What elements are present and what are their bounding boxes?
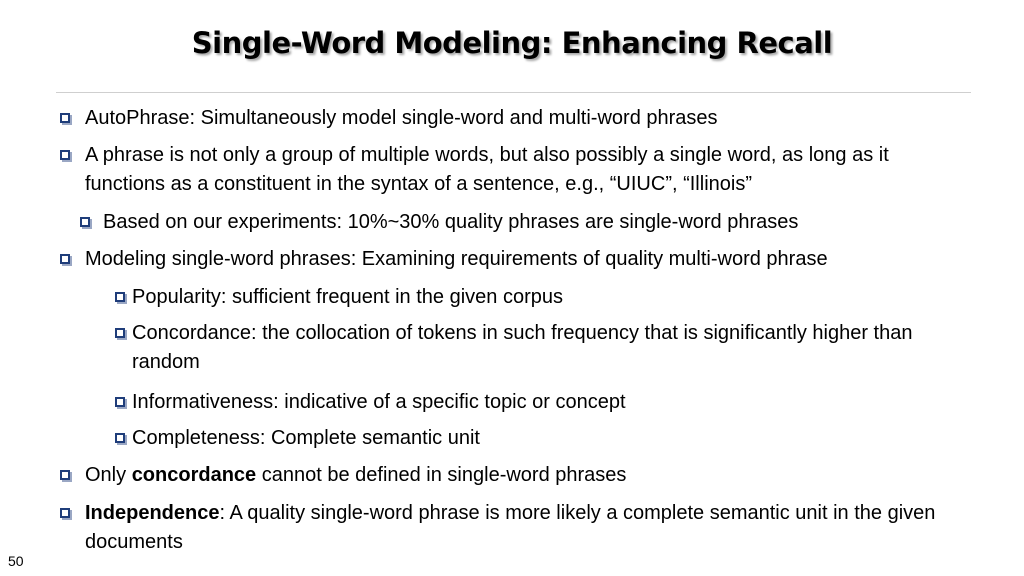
bullet-item [115, 319, 945, 377]
bullet-text: A phrase is not only a group of multiple words, but also possibly a single word, as long as it functions as a constituent in the syntax of a sentence, e.g., “UIUC”, “Illinois” [85, 144, 889, 195]
checkbox-bullet-icon [60, 113, 70, 123]
slide-title: Single-Word Modeling: Enhancing Recall [191, 26, 833, 60]
title-divider [56, 92, 971, 93]
bullet-text: AutoPhrase: Simultaneously model single-word and multi-word phrases [85, 107, 718, 129]
checkbox-bullet-icon [60, 508, 70, 518]
bullet-text-pre: Only [85, 464, 132, 486]
bullet-text: Completeness: Complete semantic unit [132, 427, 480, 449]
bullet-item [60, 245, 1000, 274]
bullet-text: Informativeness: indicative of a specific topic or concept [132, 391, 626, 413]
bullet-text-post: cannot be defined in single-word phrases [256, 464, 627, 486]
bullet-text: Concordance: the collocation of tokens in such frequency that is significantly higher than random [132, 322, 913, 373]
checkbox-bullet-icon [60, 150, 70, 160]
bullet-text-bold: Independence [85, 502, 220, 524]
bullet-text: Modeling single-word phrases: Examining requirements of quality multi-word phrase [85, 248, 828, 270]
bullet-item [60, 461, 990, 490]
bullet-text-post: : A quality single-word phrase is more likely a complete semantic unit in the given documents [85, 502, 936, 553]
bullet-item [115, 424, 975, 453]
checkbox-bullet-icon [80, 217, 90, 227]
checkbox-bullet-icon [115, 292, 125, 302]
bullet-item [60, 104, 990, 133]
bullet-text [85, 461, 626, 490]
checkbox-bullet-icon [115, 433, 125, 443]
checkbox-bullet-icon [60, 254, 70, 264]
bullet-item [60, 141, 940, 199]
bullet-item [115, 388, 975, 417]
checkbox-bullet-icon [115, 328, 125, 338]
checkbox-bullet-icon [115, 397, 125, 407]
bullet-item [115, 283, 975, 312]
bullet-item [80, 208, 980, 237]
checkbox-bullet-icon [60, 470, 70, 480]
bullet-text-bold: concordance [131, 464, 257, 486]
bullet-item [60, 499, 960, 557]
bullet-text [85, 499, 960, 557]
bullet-text: Based on our experiments: 10%~30% quality phrases are single-word phrases [103, 211, 799, 233]
page-number: 50 [8, 553, 24, 569]
bullet-text: Popularity: sufficient frequent in the given corpus [132, 286, 563, 308]
